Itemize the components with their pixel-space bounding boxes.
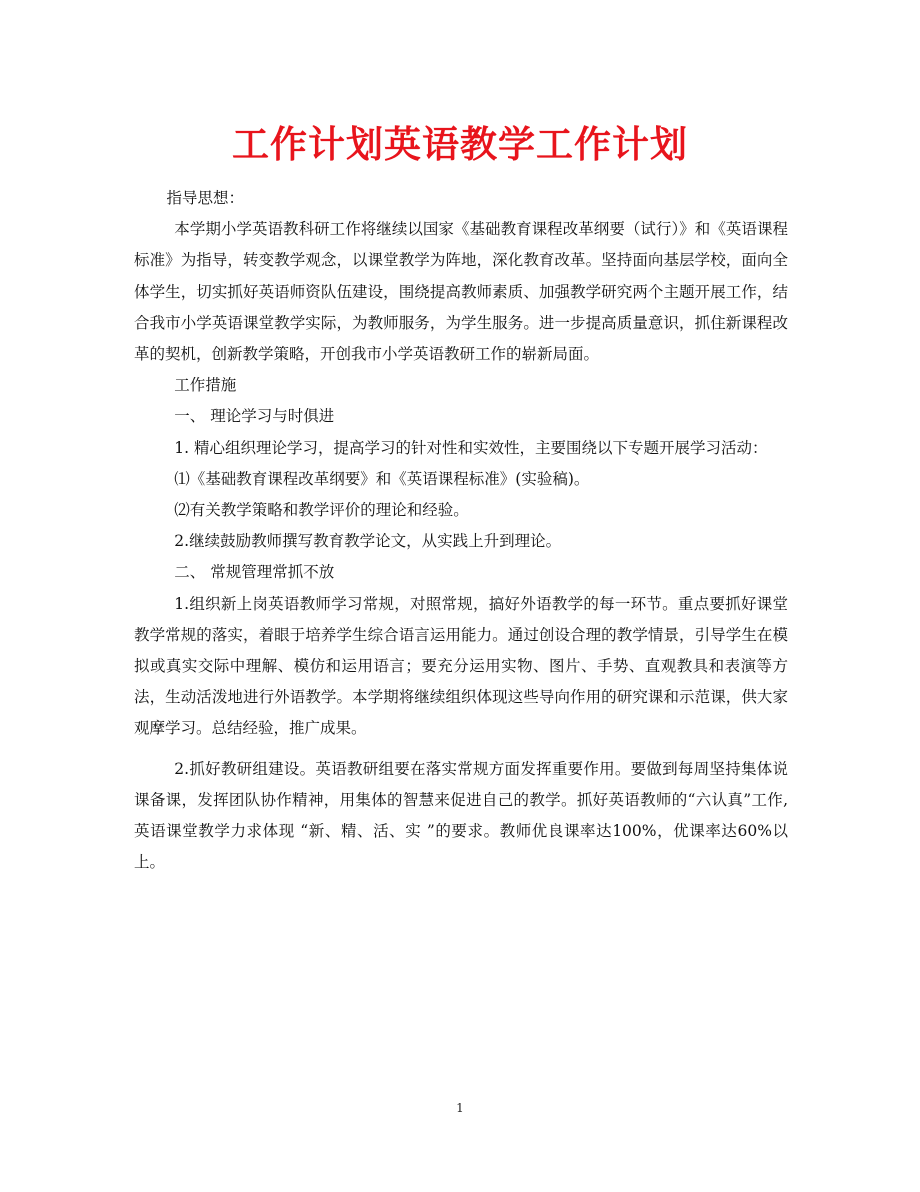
heading-guiding-thought: 指导思想： — [166, 189, 245, 207]
heading-section-2: 二、 常规管理常抓不放 — [174, 563, 335, 582]
paragraph-item-2-1: 1.组织新上岗英语教师学习常规，对照常规，搞好外语教学的每一环节。重点要抓好课堂教学常规的落实，着眼于培养学生综合语言运用能力。通过创设合理的教学情景，引导学生在模拟或真实交际中理解、模仿和运用语言；要充分运用实物、图片、手势、直观教具和表演等方法，生动活泼地进行外语教学。本学期将继续组织体现这些导向作用的研究课和示范课，供大家观摩学习。总结经验，推广成果。 — [134, 594, 788, 738]
paragraph-subitem-2: ⑵有关教学策略和教学评价的理论和经验。 — [174, 501, 469, 520]
document-title: 工作计划英语教学工作计划 — [232, 123, 688, 166]
heading-work-measures: 工作措施 — [174, 376, 237, 395]
paragraph-item-1-1: 1. 精心组织理论学习，提高学习的针对性和实效性，主要围绕以下专题开展学习活动： — [174, 438, 768, 457]
page-number: 1 — [456, 1101, 464, 1115]
document-body — [134, 183, 788, 878]
paragraph-guiding-thought: 本学期小学英语教科研工作将继续以国家《基础教育课程改革纲要（试行）》和《英语课程标准》为指导，转变教学观念，以课堂教学为阵地，深化教育改革。坚持面向基层学校，面向全体学生，切实抓好英语师资队伍建设，围绕提高教师素质、加强教学研究两个主题开展工作，结合我市小学英语课堂教学实际，为教师服务，为学生服务。进一步提高质量意识，抓住新课程改革的契机，创新教学策略，开创我市小学英语教研工作的崭新局面。 — [134, 220, 788, 364]
paragraph-item-1-2: 2.继续鼓励教师撰写教育教学论文，从实践上升到理论。 — [174, 532, 562, 551]
heading-section-1: 一、 理论学习与时俱进 — [174, 407, 335, 426]
paragraph-subitem-1: ⑴《基础教育课程改革纲要》和《英语课程标准》(实验稿)。 — [174, 469, 590, 488]
paragraph-item-2-2: 2.抓好教研组建设。英语教研组要在落实常规方面发挥重要作用。要做到每周坚持集体说课备课，发挥团队协作精神，用集体的智慧来促进自己的教学。抓好英语教师的“六认真”工作,英语课堂教学力求体现 “新、精、活、实 ”的要求。教师优良课率达100%，优课率达60%以上。 — [134, 759, 788, 872]
